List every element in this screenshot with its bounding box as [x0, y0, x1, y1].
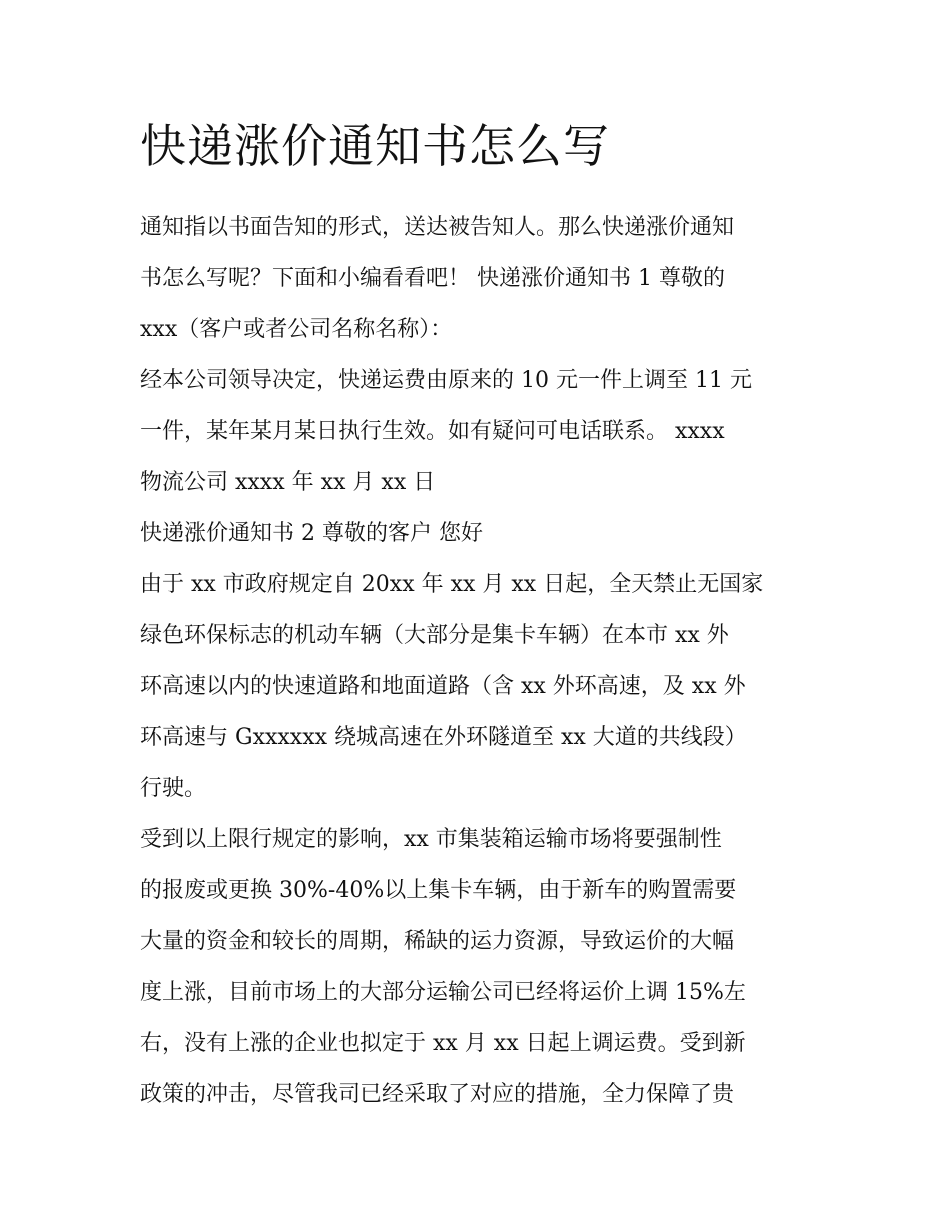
body-line: 政策的冲击，尽管我司已经采取了对应的措施，全力保障了贵 [140, 1082, 735, 1107]
body-line: 物流公司 xxxx 年 xx 月 xx 日 [140, 470, 436, 495]
body-line: 大量的资金和较长的周期，稀缺的运力资源，导致运价的大幅 [140, 929, 735, 954]
body-line: 经本公司领导决定，快递运费由原来的 10 元一件上调至 11 元 [140, 368, 752, 393]
body-line: 环高速与 Gxxxxxx 绕城高速在外环隧道至 xx 大道的共线段） [140, 725, 747, 750]
body-line: 受到以上限行规定的影响，xx 市集装箱运输市场将要强制性 [140, 827, 722, 852]
body-line: 书怎么写呢？下面和小编看看吧！ 快递涨价通知书 1 尊敬的 [140, 266, 725, 291]
body-line: 环高速以内的快速道路和地面道路（含 xx 外环高速，及 xx 外 [140, 674, 746, 699]
body-line: xxx（客户或者公司名称名称）： [140, 317, 453, 342]
body-line: 右，没有上涨的企业也拟定于 xx 月 xx 日起上调运费。受到新 [140, 1031, 746, 1056]
body-line: 一件，某年某月某日执行生效。如有疑问可电话联系。 xxxx [140, 419, 725, 444]
body-line: 快递涨价通知书 2 尊敬的客户 您好 [140, 521, 483, 546]
body-line: 通知指以书面告知的形式，送达被告知人。那么快递涨价通知 [140, 215, 735, 240]
body-line: 度上涨，目前市场上的大部分运输公司已经将运价上调 15%左 [140, 980, 746, 1005]
document-page [140, 112, 812, 1120]
body-line: 绿色环保标志的机动车辆（大部分是集卡车辆）在本市 xx 外 [140, 623, 729, 648]
body-line: 的报废或更换 30%-40%以上集卡车辆，由于新车的购置需要 [140, 878, 737, 903]
body-line: 行驶。 [140, 776, 207, 801]
document-title: 快递涨价通知书怎么写 [140, 119, 610, 173]
body-line: 由于 xx 市政府规定自 20xx 年 xx 月 xx 日起，全天禁止无国家 [140, 572, 764, 597]
document-body [140, 202, 812, 1120]
